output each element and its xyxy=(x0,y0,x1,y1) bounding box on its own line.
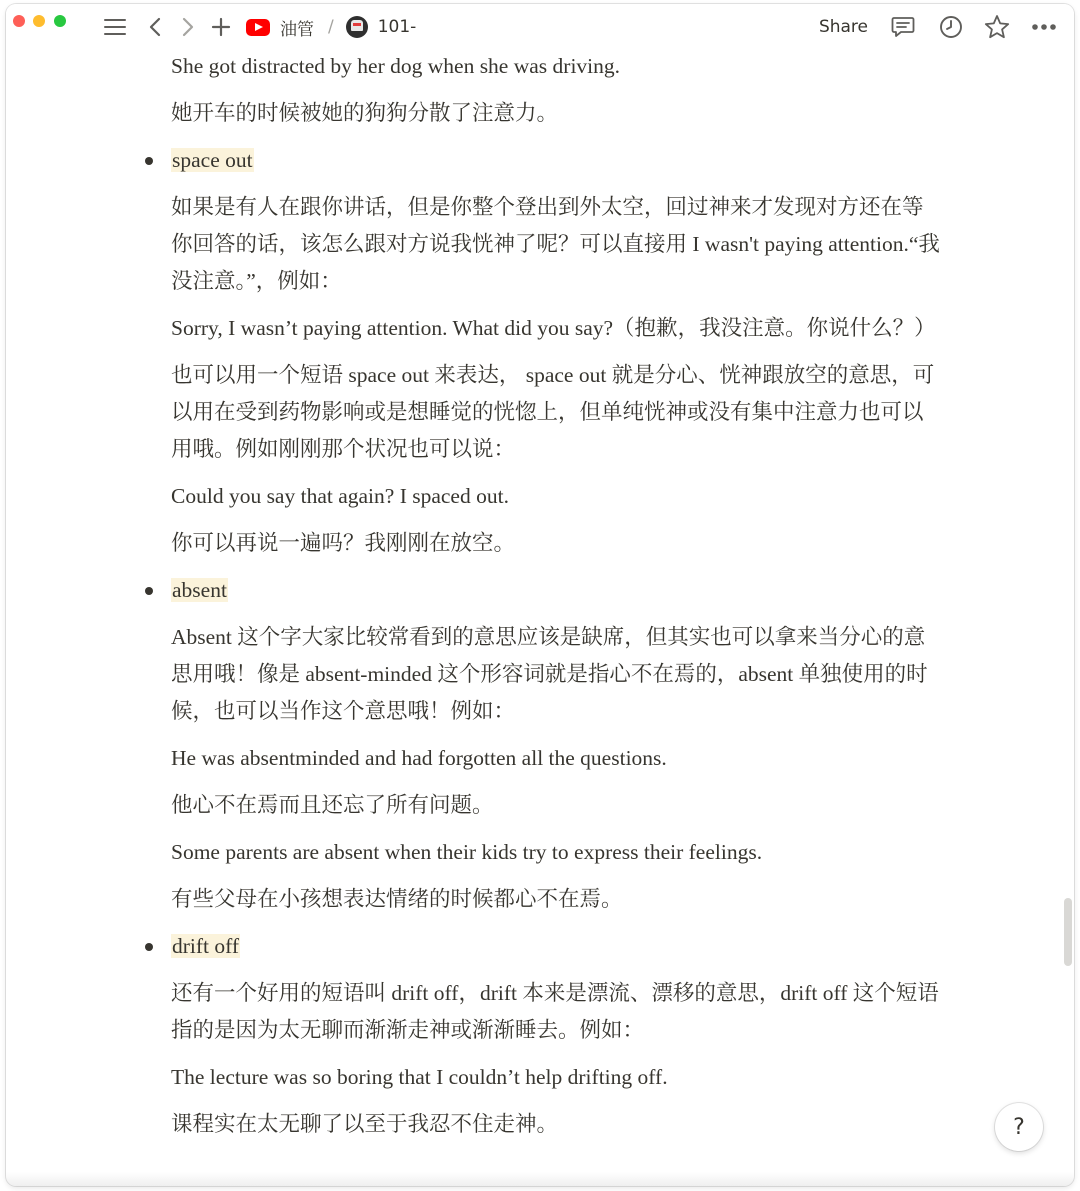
back-arrow-icon[interactable] xyxy=(145,13,165,41)
bullet-item-absent xyxy=(171,572,941,609)
close-window-button[interactable] xyxy=(13,15,25,27)
breadcrumb-item-youtube[interactable] xyxy=(246,15,314,40)
scrollbar-thumb[interactable] xyxy=(1064,898,1072,966)
more-options-icon[interactable] xyxy=(1030,13,1058,41)
document-body xyxy=(171,50,941,1153)
paragraph: Absent 这个字大家比较常看到的意思应该是缺席，但其实也可以拿来当分心的意思用哦！像是 absent-minded 这个形容词就是指心不在焉的，absent 单独使用的时候，也可以当作这个意思哦！例如： xyxy=(171,625,928,723)
bullet-item-drift-off xyxy=(171,928,941,965)
breadcrumb xyxy=(246,13,416,41)
clock-icon[interactable] xyxy=(938,13,964,41)
example-translation: 你可以再说一遍吗？我刚刚在放空。 xyxy=(171,531,516,555)
youtube-icon xyxy=(246,19,270,36)
example-sentence: She got distracted by her dog when she was driving. xyxy=(171,54,621,78)
example-translation: 他心不在焉而且还忘了所有问题。 xyxy=(171,793,494,817)
term-highlight: space out xyxy=(172,148,253,172)
page-content xyxy=(6,50,1074,1186)
breadcrumb-item-101[interactable] xyxy=(346,16,417,38)
example-translation: 课程实在太无聊了以至于我忍不住走神。 xyxy=(171,1112,559,1136)
bullet-dot xyxy=(145,587,153,595)
paragraph: 也可以用一个短语 space out 来表达， space out 就是分心、恍神跟放空的意思，可以用在受到药物影响或是想睡觉的恍惚上，但单纯恍神或没有集中注意力也可以用哦。例如刚刚那个状况也可以说： xyxy=(171,363,935,461)
breadcrumb-label: 油管 xyxy=(280,19,314,40)
bottom-edge xyxy=(6,1172,1074,1186)
train-icon xyxy=(346,16,368,38)
example-sentence: He was absentminded and had forgotten all the questions. xyxy=(171,746,667,770)
example-sentence: Some parents are absent when their kids try to express their feelings. xyxy=(171,840,763,864)
help-button[interactable]: ? xyxy=(995,1103,1043,1151)
example-translation: 她开车的时候被她的狗狗分散了注意力。 xyxy=(171,101,559,125)
share-button[interactable]: Share xyxy=(818,17,868,37)
comment-icon[interactable] xyxy=(890,13,916,41)
breadcrumb-separator: / xyxy=(328,17,334,37)
star-icon[interactable] xyxy=(984,13,1010,41)
app-window xyxy=(6,4,1074,1186)
paragraph: 如果是有人在跟你讲话，但是你整个登出到外太空，回过神来才发现对方还在等你回答的话，该怎么跟对方说我恍神了呢？可以直接用 I wasn't paying attention.“我没注意。”，例如： xyxy=(171,195,940,293)
maximize-window-button[interactable] xyxy=(54,15,66,27)
sidebar-menu-icon[interactable] xyxy=(102,13,128,41)
forward-arrow-icon[interactable] xyxy=(178,13,198,41)
term-highlight: drift off xyxy=(172,934,240,958)
example-sentence: The lecture was so boring that I couldn’t help drifting off. xyxy=(171,1065,668,1089)
term-highlight: absent xyxy=(172,578,227,602)
new-page-plus-icon[interactable] xyxy=(210,13,232,41)
bullet-dot xyxy=(145,943,153,951)
example-sentence: Could you say that again? I spaced out. xyxy=(171,484,509,508)
example-translation: 有些父母在小孩想表达情绪的时候都心不在焉。 xyxy=(171,887,623,911)
paragraph: 还有一个好用的短语叫 drift off，drift 本来是漂流、漂移的意思，drift off 这个短语指的是因为太无聊而渐渐走神或渐渐睡去。例如： xyxy=(171,981,939,1042)
bullet-dot xyxy=(145,157,153,165)
minimize-window-button[interactable] xyxy=(33,15,45,27)
bullet-item-space-out xyxy=(171,142,941,179)
breadcrumb-label: 101- xyxy=(377,17,417,37)
paragraph: Sorry, I wasn’t paying attention. What did you say?（抱歉，我没注意。你说什么？） xyxy=(171,316,936,340)
top-bar xyxy=(6,4,1074,50)
